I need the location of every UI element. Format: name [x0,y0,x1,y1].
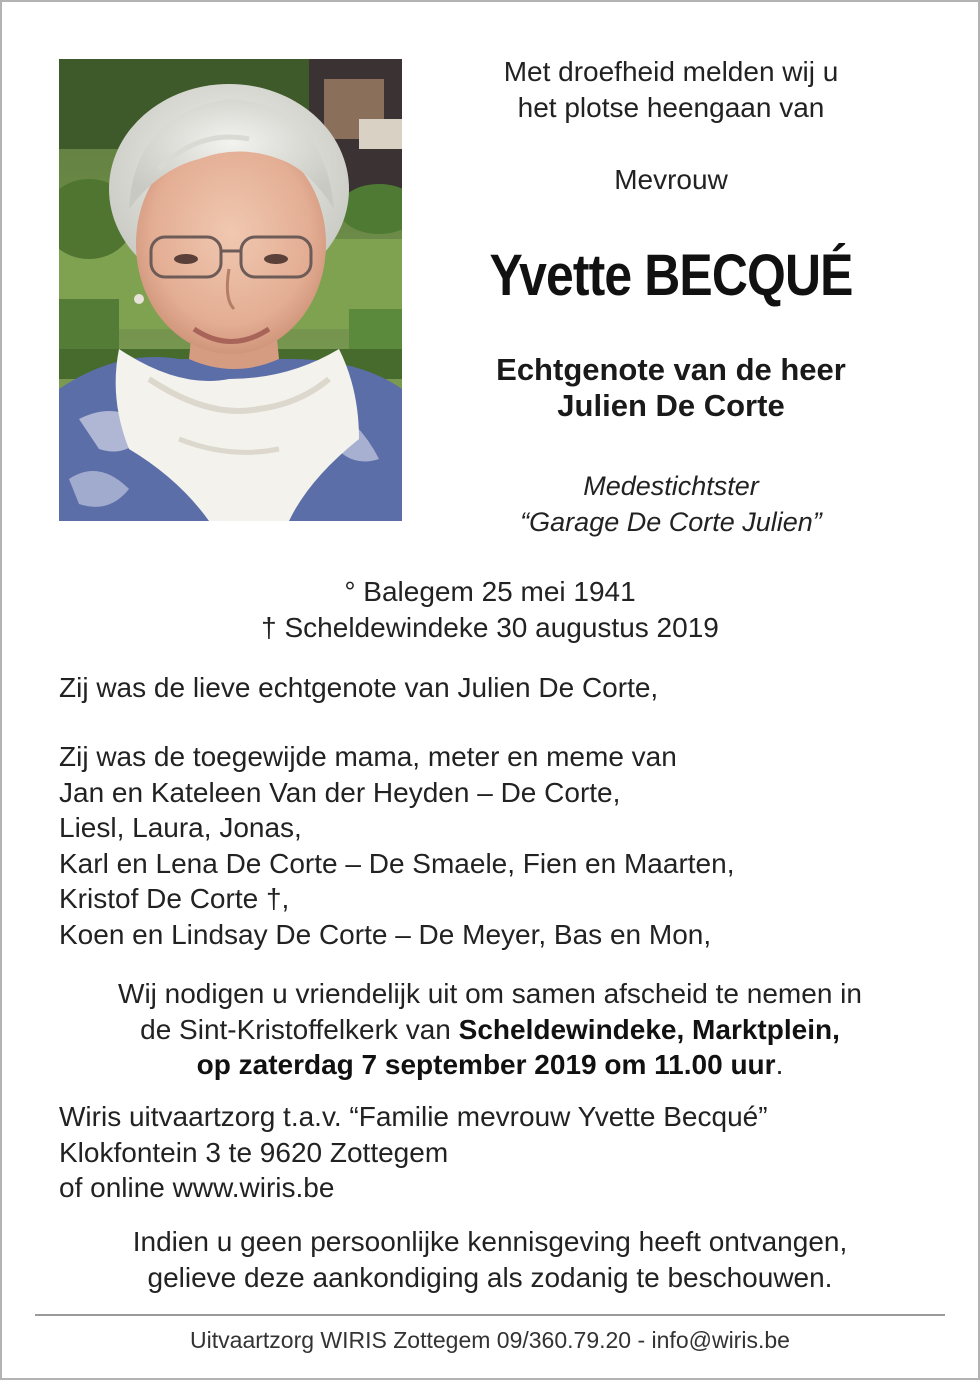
deceased-name: Yvette BECQUÉ [489,243,853,308]
address-line-2: Klokfontein 3 te 9620 Zottegem [59,1136,449,1168]
invitation-line-2 [59,1012,921,1048]
spouse-line-1: Echtgenote van de heer [496,352,846,387]
invitation-line-3 [59,1047,921,1083]
portrait-photo [59,59,402,521]
family-line: Jan en Kateleen Van der Heyden – De Corte, [59,776,621,808]
role-line-1: Medestichtster [583,471,759,501]
family-line: Liesl, Laura, Jonas, [59,812,302,843]
birth-date: ° Balegem 25 mei 1941 [344,576,636,607]
family-line: Koen en Lindsay De Corte – De Meyer, Bas en Mon, [59,918,712,950]
footer-contact: Uitvaartzorg WIRIS Zottegem 09/360.79.20 - info@wiris.be [190,1327,790,1353]
invitation-period: . [775,1049,784,1080]
notice-line-1: Indien u geen persoonlijke kennisgeving heeft ontvangen, [132,1226,848,1257]
death-date: † Scheldewindeke 30 augustus 2019 [261,612,719,643]
notice-text [59,1224,921,1296]
life-dates [59,574,921,646]
invitation-datetime: op zaterdag 7 september 2019 om 11.00 uur [196,1049,776,1080]
salutation: Mevrouw [614,164,728,195]
role-info [440,468,902,540]
role-line-2: “Garage De Corte Julien” [520,507,822,537]
intro-line-2: het plotse heengaan van [517,92,825,123]
family-line: Karl en Lena De Corte – De Smaele, Fien en Maarten, [59,847,735,879]
spouse-line-2: Julien De Corte [557,388,785,423]
paragraph-spouse [59,670,921,706]
intro-text [440,54,902,126]
footer-divider [35,1314,945,1316]
family-list [59,739,921,952]
address-line-3: of online www.wiris.be [59,1172,335,1203]
notice-line-2: gelieve deze aankondiging als zodanig te beschouwen. [147,1262,833,1293]
family-intro: Zij was de toegewijde mama, meter en meme van [59,741,677,772]
condolence-address [59,1099,921,1206]
invitation-line-1: Wij nodigen u vriendelijk uit om samen afscheid te nemen in [118,978,862,1009]
invitation-location: Scheldewindeke, Marktplein, [458,1013,840,1045]
spouse-info [440,352,902,424]
invitation [59,976,921,1083]
invitation-church: de Sint-Kristoffelkerk van [140,1013,459,1045]
intro-line-1: Met droefheid melden wij u [503,56,839,87]
family-line: Kristof De Corte †, [59,883,290,914]
paragraph-line: Zij was de lieve echtgenote van Julien De Corte, [59,672,659,703]
address-line-1: Wiris uitvaartzorg t.a.v. “Familie mevrouw Yvette Becqué” [59,1101,768,1132]
